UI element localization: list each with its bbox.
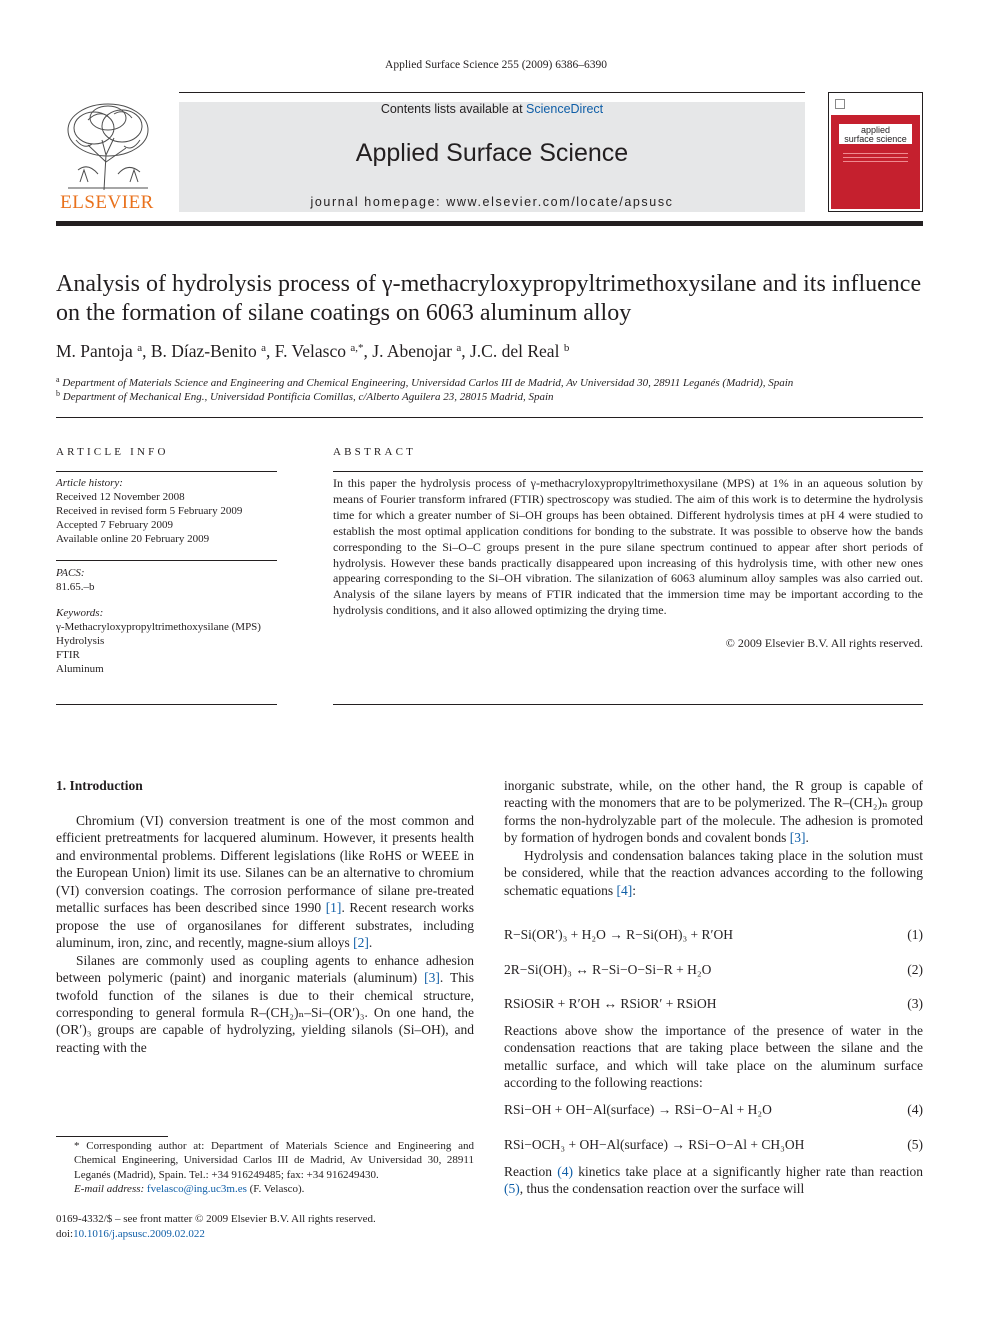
- affiliation-b: [56, 389, 923, 403]
- affiliation-rule: [56, 417, 923, 418]
- header-rule: [179, 92, 805, 93]
- text-run: , thus the condensation reaction over the surface will: [519, 1181, 805, 1197]
- right-column-text: [504, 1163, 923, 1198]
- keyword: γ-Methacryloxypropyltrimethoxysilane (MPS): [56, 621, 261, 633]
- elsevier-tree-icon: [58, 100, 156, 192]
- author-mark[interactable]: a: [456, 342, 462, 354]
- elsevier-wordmark: ELSEVIER: [60, 192, 154, 213]
- journal-name: Applied Surface Science: [355, 139, 629, 167]
- citation-link[interactable]: [1]: [325, 900, 342, 916]
- cover-stripe: [843, 161, 908, 162]
- cover-logo-icon: [835, 99, 845, 109]
- equation-number: (2): [907, 962, 923, 977]
- pacs-code: 81.65.–b: [56, 581, 95, 593]
- author-name[interactable]: M. Pantoja: [56, 341, 133, 361]
- cover-title-badge: [839, 124, 912, 144]
- header-thick-rule: [56, 221, 923, 226]
- history-item: Received 12 November 2008: [56, 491, 185, 503]
- equation-number: (4): [907, 1102, 923, 1117]
- cover-title-line2: surface science: [844, 133, 907, 144]
- paragraph: [504, 777, 923, 847]
- email-line: [56, 1182, 474, 1196]
- elsevier-logo[interactable]: [56, 100, 158, 214]
- text-run: . This twofold function of the silanes is due to their chemical structure, corresponding to general formula R–(CH₂)ₙ–Si–(OR′)₃. On one hand, the (OR′)₃ groups are capable of hydrolyzing, yielding silanols (Si–OH), and reacting with the: [56, 970, 474, 1055]
- affiliation-text: Department of Mechanical Eng., Universidad Pontificia Comillas, c/Alberto Aguilera 23, 28015 Madrid, Spain: [62, 391, 554, 403]
- sciencedirect-link[interactable]: ScienceDirect: [526, 102, 604, 116]
- corresponding-author-footnote: [56, 1139, 474, 1196]
- affiliation-a: [56, 375, 923, 389]
- article-info-rule: [56, 471, 277, 472]
- equation-1: [504, 927, 923, 945]
- text-run: inorganic substrate, while, on the other hand, the R group is capable of reacting with the monomers that are to be polymerized. The R–(CH₂)ₙ group forms the non-hydrolyzable part of the molecule. The adhesion is promoted by formation of hydrogen bonds and covalent bonds: [504, 778, 923, 846]
- equation-2: [504, 962, 923, 980]
- text-run: Hydrolysis and condensation balances taking place in the solution must be considered, while that the reaction advances according to the following schematic equations: [504, 847, 923, 898]
- contents-line: [179, 102, 805, 116]
- paragraph: [504, 847, 923, 899]
- equation-body: R−Si(OR′)₃ + H₂O → R−Si(OH)₃ + R′OH: [504, 927, 733, 942]
- keyword: Aluminum: [56, 663, 104, 675]
- equation-reference-link[interactable]: (4): [557, 1164, 573, 1179]
- article-history: [56, 476, 277, 546]
- footnote-rule: [56, 1136, 168, 1137]
- affiliation-mark: a: [56, 375, 60, 384]
- author-list: M. Pantoja $^a$, B. Díaz-Benito $^a$, F. Velasco $^{a,*}$, J. Abenojar $^a$, J.C. del Real $^b$: [56, 341, 570, 361]
- doi-line: [56, 1227, 474, 1242]
- email-label: E-mail address:: [74, 1182, 145, 1195]
- text-run: .: [368, 935, 373, 951]
- abstract-rule: [333, 704, 923, 705]
- article-info-rule: [56, 704, 277, 705]
- cover-stripe: [843, 157, 908, 158]
- page-footer: [56, 1212, 474, 1241]
- citation-link[interactable]: [4]: [616, 882, 633, 898]
- email-link[interactable]: fvelasco@ing.uc3m.es: [146, 1182, 247, 1195]
- journal-homepage-link[interactable]: journal homepage: www.elsevier.com/locate/apsusc: [310, 195, 674, 209]
- equation-body: RSiOSiR + R′OH ↔ RSiOR′ + RSiOH: [504, 996, 717, 1011]
- affiliation-mark: b: [56, 389, 60, 398]
- equation-reference-link[interactable]: (5): [504, 1181, 520, 1197]
- pacs-block: [56, 566, 277, 594]
- journal-citation: Applied Surface Science 255 (2009) 6386–6390: [385, 59, 607, 71]
- history-item: Received in revised form 5 February 2009: [56, 505, 243, 517]
- doi-prefix: doi:: [56, 1227, 74, 1240]
- equation-number: (1): [907, 927, 923, 942]
- journal-cover-thumbnail[interactable]: [828, 92, 923, 212]
- left-column-text: [56, 812, 474, 1056]
- history-item: Available online 20 February 2009: [56, 533, 210, 545]
- abstract-copyright: © 2009 Elsevier B.V. All rights reserved.: [725, 636, 923, 650]
- pacs-heading: PACS:: [56, 567, 85, 579]
- paragraph: [504, 1163, 923, 1198]
- equation-number: (3): [907, 996, 923, 1011]
- paragraph: Reactions above show the importance of the presence of water in the condensation reactions that are taking place between the silane and the metallic surface, and which will take place on the aluminum surface according to the following reactions:: [504, 1023, 923, 1091]
- abstract-text: In this paper the hydrolysis process of γ-methacryloxypropyltrimethoxysilane (MPS) at 1% in an aqueous solution by means of Fourier transform infrared (FTIR) spectroscopy was studied. The aim of this work is to determine the hydrolysis time for which a greater number of Si–OH groups has been obtained. Different hydrolysis times at pH 4 were studied to establish the most optimal application conditions for bonding to the substrate. It was possible to observe how the bands corresponding to the Si–O–C groups present in the pure silane spectrum continued to appear after short periods of hydrolysis. However these bands practically disappeared upon increasing of this hydrolysis time, with other new ones appearing corresponding to the Si–OH vibration. The silanization of 6063 aluminum alloy samples was also carried out. Analysis of the silane layers by means of FTIR indicated that the immersion time may be important according to the hydrolysis conditions, and it also allowed optimizing the drying time.: [333, 476, 923, 618]
- text-run: . Recent research works propose the use of organosilanes for different substrates, including aluminum, iron, zinc, and recently, magne-sium alloys: [56, 900, 474, 951]
- keyword: FTIR: [56, 649, 80, 661]
- text-run: kinetics take place at a significantly higher rate than reaction: [572, 1164, 924, 1179]
- section-heading-introduction: 1. Introduction: [56, 778, 143, 793]
- equation-body: RSi−OH + OH−Al(surface) → RSi−O−Al + H₂O: [504, 1102, 772, 1117]
- paragraph: [56, 812, 474, 952]
- keywords-block: [56, 606, 277, 676]
- abstract-label: ABSTRACT: [333, 446, 417, 458]
- affiliation-text: Department of Materials Science and Engineering and Chemical Engineering, Universidad Carlos III de Madrid, Av Universidad 30, 28911 Leganés (Madrid), Spain: [62, 377, 794, 389]
- keywords-heading: Keywords:: [56, 607, 104, 619]
- contents-prefix: Contents lists available at: [380, 102, 523, 116]
- equation-number: (5): [907, 1137, 923, 1152]
- author-mark[interactable]: b: [563, 342, 570, 354]
- author-mark[interactable]: a,*: [350, 342, 364, 354]
- paragraph: [56, 952, 474, 1057]
- text-run: .: [805, 830, 809, 846]
- email-after: (F. Velasco).: [246, 1182, 305, 1195]
- right-column-text: [504, 777, 923, 899]
- citation-link[interactable]: [3]: [424, 970, 440, 986]
- text-run: Silanes are commonly used as coupling agents to enhance adhesion between polymeric (paint) and inorganic materials (aluminum): [56, 952, 474, 986]
- article-title: Analysis of hydrolysis process of γ-methacryloxypropyltrimethoxysilane and its influence on the formation of silane coatings on 6063 aluminum alloy: [56, 271, 922, 326]
- keyword: Hydrolysis: [56, 635, 105, 647]
- text-run: Reaction: [504, 1164, 558, 1179]
- equation-4: [504, 1102, 923, 1120]
- history-heading: Article history:: [56, 477, 123, 489]
- footnote-text: * Corresponding author at: Department of Materials Science and Engineering and Chemical Engineering, Universidad Carlos III de Madrid, Av Universidad 30, 28911 Leganés (Madrid), Spain. Tel.: +34 916249485; fax: +34 916249430.: [74, 1140, 474, 1181]
- author-name[interactable]: F. Velasco: [274, 341, 346, 361]
- equation-5: [504, 1137, 923, 1155]
- right-column-text: [504, 1022, 923, 1092]
- author-name[interactable]: J. Abenojar: [372, 341, 452, 361]
- doi-link[interactable]: 10.1016/j.apsusc.2009.02.022: [73, 1227, 205, 1240]
- article-info-label: ARTICLE INFO: [56, 446, 169, 458]
- author-mark[interactable]: a: [261, 342, 267, 354]
- abstract-rule: [333, 471, 923, 472]
- cover-title-line1: applied: [860, 125, 891, 135]
- history-item: Accepted 7 February 2009: [56, 519, 173, 531]
- citation-link[interactable]: [2]: [353, 935, 369, 951]
- author-mark[interactable]: a: [137, 342, 143, 354]
- text-run: :: [632, 882, 636, 898]
- text-run: Chromium (VI) conversion treatment is one of the most common and efficient pretreatments for lacquered aluminum. However, it presents health and environmental problems. Different legislations (like RoHS or WEEE in the European Union) limit its use. Silanes can be an alternative to chromium (VI) conversion coatings. The corrosion performance of silane pre-treated metallic surfaces has been described since 1990: [56, 813, 474, 916]
- equation-body: 2R−Si(OH)₃ ↔ R−Si−O−Si−R + H₂O: [504, 962, 712, 977]
- citation-link[interactable]: [3]: [789, 830, 806, 846]
- equation-3: [504, 996, 923, 1014]
- issn-line: 0169-4332/$ – see front matter © 2009 Elsevier B.V. All rights reserved.: [56, 1213, 376, 1225]
- article-info-rule: [56, 560, 277, 561]
- equation-body: RSi−OCH₃ + OH−Al(surface) → RSi−O−Al + CH₃OH: [504, 1137, 805, 1152]
- author-name[interactable]: B. Díaz-Benito: [150, 341, 257, 361]
- author-name[interactable]: J.C. del Real: [470, 341, 560, 361]
- cover-stripe: [843, 153, 908, 154]
